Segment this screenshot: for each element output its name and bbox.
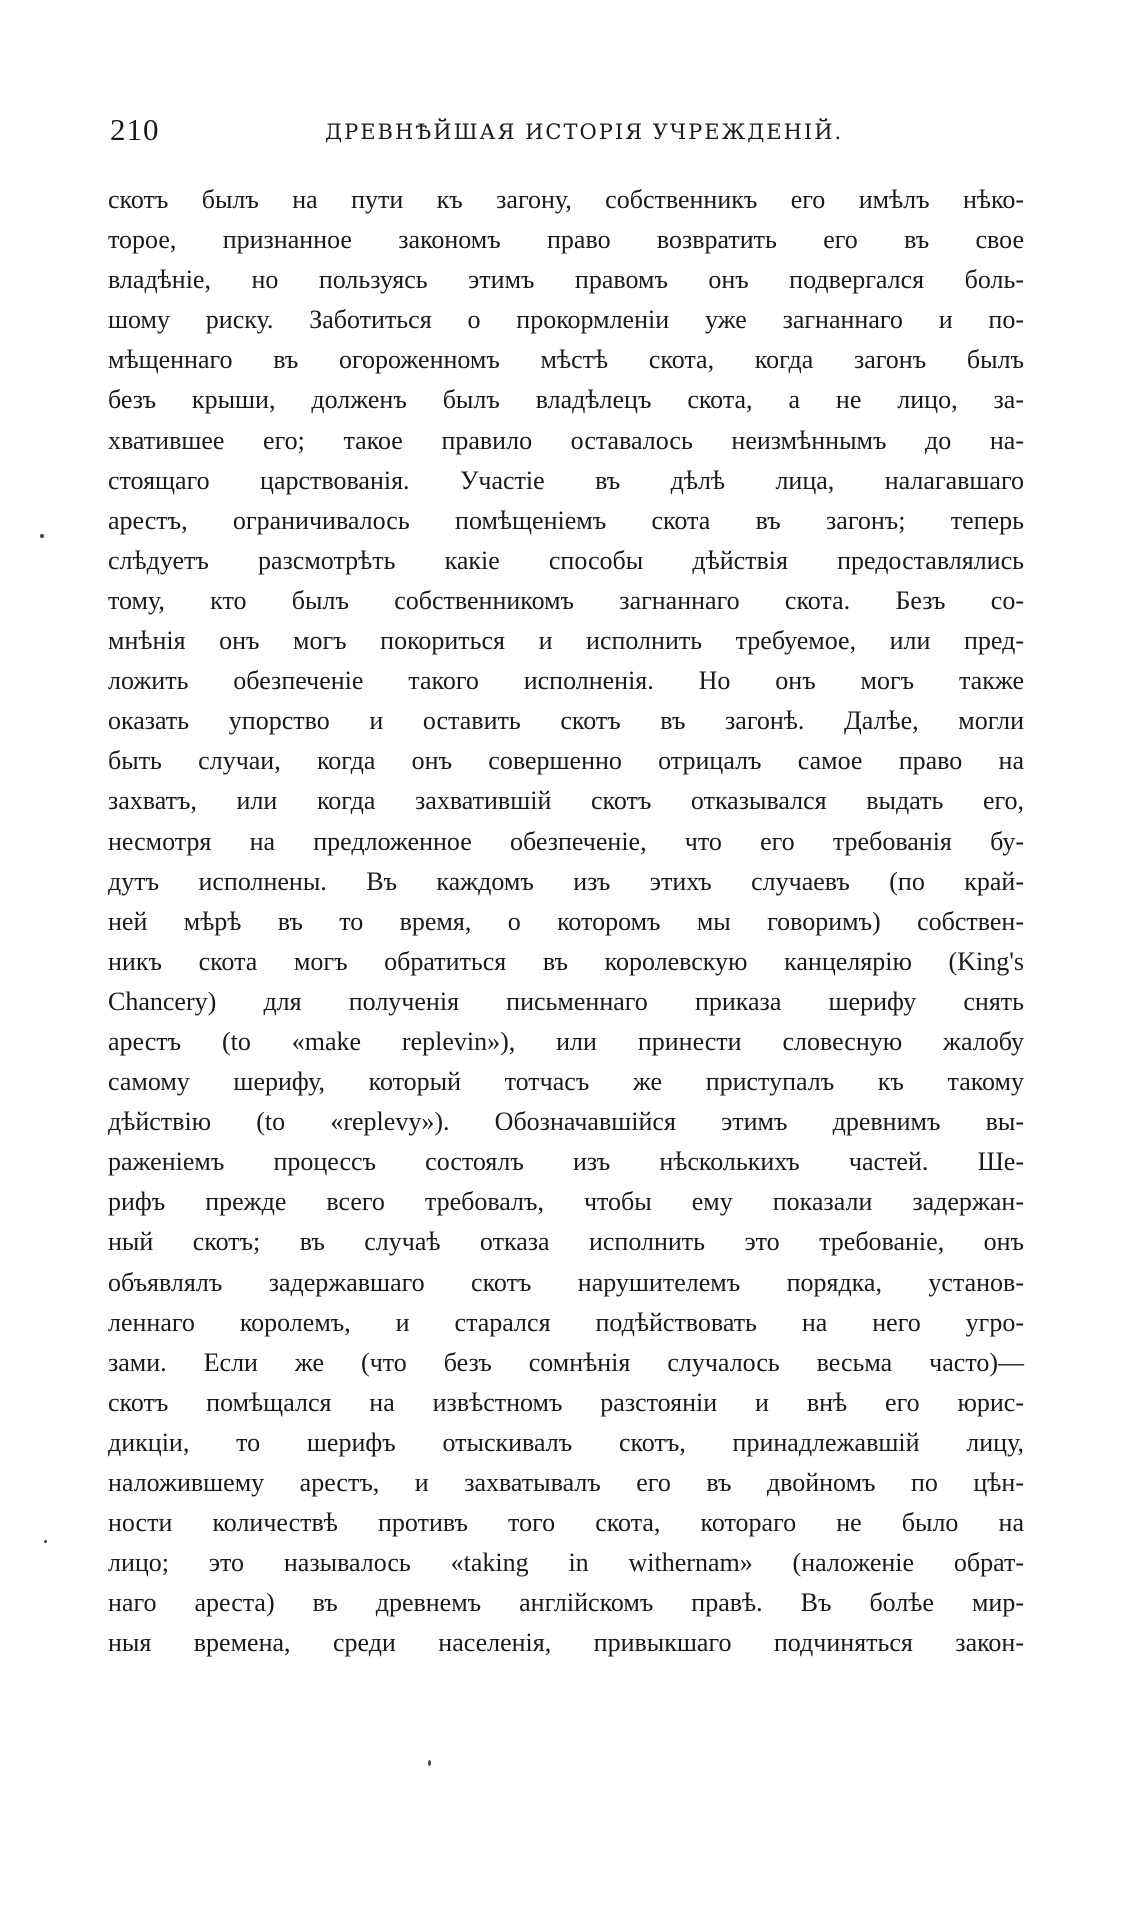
text-line: слѣдуетъ разсмотрѣть какіе способы дѣйствія предоставлялись: [108, 545, 1024, 575]
text-line: хватившее его; такое правило оставалось неизмѣннымъ до на-: [108, 425, 1024, 455]
ink-speck: [40, 534, 44, 538]
text-line: ности количествѣ противъ того скота, котораго не было на: [108, 1508, 1024, 1538]
text-line: самому шерифу, который тотчасъ же приступалъ къ такому: [108, 1067, 1024, 1097]
text-line: ный скотъ; въ случаѣ отказа исполнить это требованіе, онъ: [108, 1227, 1024, 1257]
text-line: арестъ, ограничивалось помѣщеніемъ скота въ загонъ; теперь: [108, 505, 1024, 535]
text-line: шому риску. Заботиться о прокормленіи уже загнаннаго и по-: [108, 305, 1024, 335]
body-text: [108, 180, 1024, 1663]
text-line: мнѣнія онъ могъ покориться и исполнить требуемое, или пред-: [108, 626, 1024, 656]
text-line: леннаго королемъ, и старался подѣйствовать на него угро-: [108, 1307, 1024, 1337]
text-line: торое, признанное закономъ право возвратить его въ свое: [108, 225, 1024, 255]
ink-speck: [44, 1540, 47, 1543]
text-line: несмотря на предложенное обезпеченіе, что его требованія бу-: [108, 826, 1024, 856]
text-line: тому, кто былъ собственникомъ загнаннаго скота. Безъ со-: [108, 585, 1024, 615]
text-line: дикціи, то шерифъ отыскивалъ скотъ, принадлежавшій лицу,: [108, 1427, 1024, 1457]
text-line: захватъ, или когда захватившій скотъ отказывался выдать его,: [108, 786, 1024, 816]
text-line: скотъ былъ на пути къ загону, собственникъ его имѣлъ нѣко-: [108, 185, 1024, 214]
text-line: лицо; это называлось «taking in withernam» (наложеніе обрат-: [108, 1548, 1024, 1578]
text-line: дѣйствію (to «replevy»). Обозначавшійся этимъ древнимъ вы-: [108, 1107, 1024, 1137]
text-line: владѣніе, но пользуясь этимъ правомъ онъ подвергался боль-: [108, 265, 1024, 295]
text-line: рифъ прежде всего требовалъ, чтобы ему показали задержан-: [108, 1187, 1024, 1217]
ink-speck: [428, 1760, 431, 1766]
running-head: ДРЕВНѢЙШАЯ ИСТОРІЯ УЧРЕЖДЕНІЙ.: [325, 120, 844, 144]
text-line: никъ скота могъ обратиться въ королевскую канцелярію (King's: [108, 946, 1024, 976]
text-line: наго ареста) въ древнемъ англійскомъ правѣ. Въ болѣе мир-: [108, 1588, 1024, 1618]
text-line: стоящаго царствованія. Участіе въ дѣлѣ лица, налагавшаго: [108, 465, 1024, 495]
text-line: ныя времена, среди населенія, привыкшаго подчиняться закон-: [108, 1628, 1024, 1658]
text-line: наложившему арестъ, и захватывалъ его въ двойномъ по цѣн-: [108, 1468, 1024, 1497]
text-line: скотъ помѣщался на извѣстномъ разстояніи и внѣ его юрис-: [108, 1387, 1024, 1417]
text-line: мѣщеннаго въ огороженномъ мѣстѣ скота, когда загонъ былъ: [108, 345, 1024, 375]
page-number: 210: [110, 112, 160, 147]
text-line: дутъ исполнены. Въ каждомъ изъ этихъ случаевъ (по край-: [108, 866, 1024, 896]
text-line: быть случаи, когда онъ совершенно отрицалъ самое право на: [108, 746, 1024, 776]
text-line: ложить обезпеченіе такого исполненія. Но онъ могъ также: [108, 666, 1024, 696]
page-header: [110, 112, 1030, 152]
text-line: ней мѣрѣ въ то время, о которомъ мы говоримъ) собствен-: [108, 906, 1024, 936]
text-line: арестъ (to «make replevin»), или принести словесную жалобу: [108, 1026, 1024, 1056]
text-line: зами. Если же (что безъ сомнѣнія случалось весьма часто)—: [108, 1347, 1024, 1377]
text-line: объявлялъ задержавшаго скотъ нарушителемъ порядка, установ-: [108, 1267, 1024, 1297]
text-line: Chancery) для полученія письменнаго приказа шерифу снять: [108, 986, 1024, 1016]
text-line: раженіемъ процессъ состоялъ изъ нѣсколькихъ частей. Ше-: [108, 1147, 1024, 1177]
text-line: оказать упорство и оставить скотъ въ загонѣ. Далѣе, могли: [108, 706, 1024, 736]
text-line: безъ крыши, долженъ былъ владѣлецъ скота, а не лицо, за-: [108, 385, 1024, 415]
